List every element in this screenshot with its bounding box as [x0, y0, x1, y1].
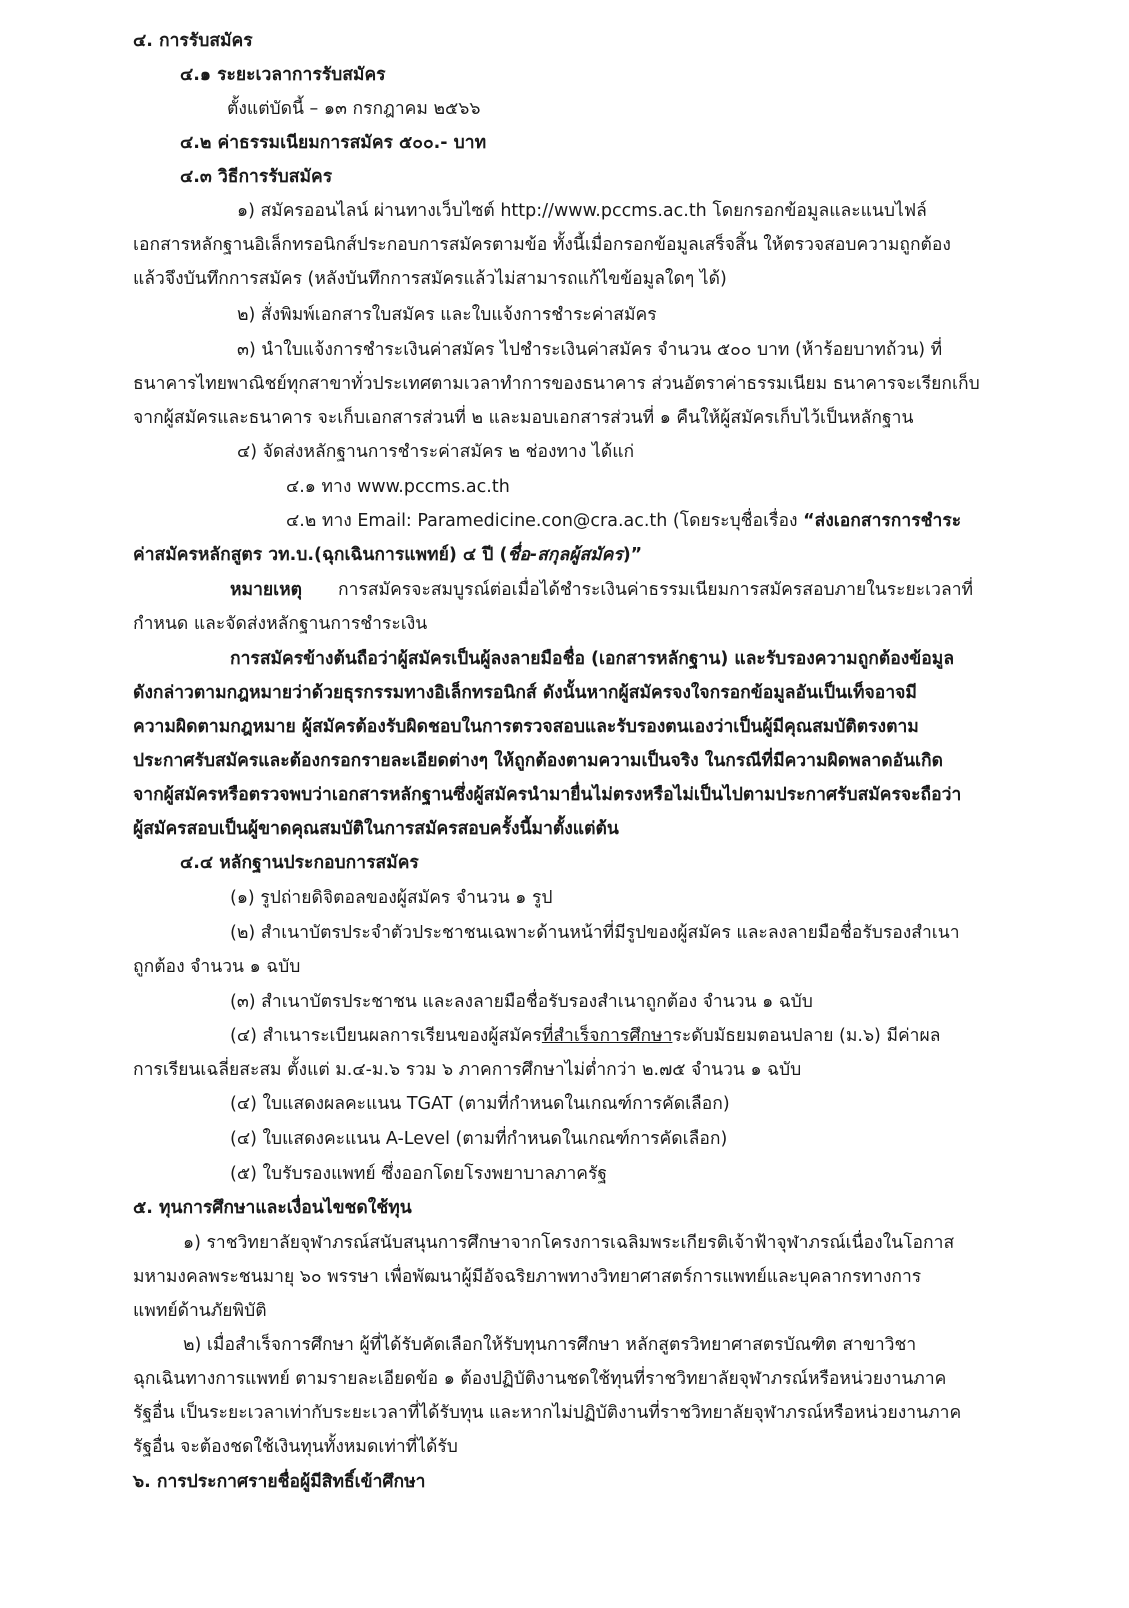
evidence-item-7: (๕) ใบรับรองแพทย์ ซึ่งออกโดยโรงพยาบาลภาครัฐ: [230, 1164, 608, 1184]
section6-title: ๖. การประกาศรายชื่อผู้มีสิทธิ์เข้าศึกษา: [133, 1472, 426, 1492]
step3-line3: จากผู้สมัครและธนาคาร จะเก็บเอกสารส่วนที่ ๒ และมอบเอกสารส่วนที่ ๑ คืนให้ผู้สมัครเก็บไว้เป็นหลักฐาน: [133, 408, 914, 428]
step1-line2: เอกสารหลักฐานอิเล็กทรอนิกส์ประกอบการสมัครตามข้อ ทั้งนี้เมื่อกรอกข้อมูลเสร็จสิ้น ให้ตรวจสอบความถูกต้อง: [133, 235, 951, 255]
section5-p2-line2: ฉุกเฉินทางการแพทย์ ตามรายละเอียดข้อ ๑ ต้องปฏิบัติงานชดใช้ทุนที่ราชวิทยาลัยจุฬาภรณ์หรือหน่วยงานภาค: [133, 1369, 947, 1389]
section5-p2-line3: รัฐอื่น เป็นระยะเวลาเท่ากับระยะเวลาที่ได้รับทุน และหากไม่ปฏิบัติงานที่ราชวิทยาลัยจุฬาภรณ์หรือหน่วยงานภาค: [133, 1403, 962, 1423]
step2: ๒) สั่งพิมพ์เอกสารใบสมัคร และใบแจ้งการชำระค่าสมัคร: [237, 305, 657, 325]
section5-p1-line3: แพทย์ด้านภัยพิบัติ: [133, 1301, 267, 1321]
step4-2-line1: [286, 508, 961, 534]
step4-2-applicant-name: ชื่อ-สกุลผู้สมัคร: [507, 545, 623, 565]
evidence-item-4-line2: การเรียนเฉลี่ยสะสม ตั้งแต่ ม.๔-ม.๖ รวม ๖ ภาคการศึกษาไม่ต่ำกว่า ๒.๗๕ จำนวน ๑ ฉบับ: [133, 1060, 802, 1080]
s41-heading: ๔.๑ ระยะเวลาการรับสมัคร: [180, 65, 386, 85]
evidence-item-6: (๔) ใบแสดงคะแนน A-Level (ตามที่กำหนดในเกณฑ์การคัดเลือก): [230, 1129, 728, 1149]
note-label: หมายเหตุ: [230, 580, 303, 600]
step4-2-line2: [133, 542, 642, 568]
note-line2: กำหนด และจัดส่งหลักฐานการชำระเงิน: [133, 614, 428, 634]
s43-heading: ๔.๓ วิธีการรับสมัคร: [180, 167, 333, 187]
declaration-line4: ประกาศรับสมัครและต้องกรอกรายละเอียดต่างๆ ให้ถูกต้องตามความเป็นจริง ในกรณีที่มีความผิดพลาดอันเกิด: [133, 751, 943, 771]
step4-2-bold2: ค่าสมัครหลักสูตร วท.บ.(ฉุกเฉินการแพทย์) ๔ ปี (: [133, 545, 508, 565]
step1-line3: แล้วจึงบันทึกการสมัคร (หลังบันทึกการสมัครแล้วไม่สามารถแก้ไขข้อมูลใดๆ ได้): [133, 269, 727, 289]
declaration-line2: ดังกล่าวตามกฎหมายว่าด้วยธุรกรรมทางอิเล็กทรอนิกส์ ดังนั้นหากผู้สมัครจงใจกรอกข้อมูลอันเป็นเท็จอาจมี: [133, 683, 917, 703]
s42-heading: ๔.๒ ค่าธรรมเนียมการสมัคร ๕๐๐.- บาท: [180, 133, 487, 153]
section5-p1-line1: ๑) ราชวิทยาลัยจุฬาภรณ์สนับสนุนการศึกษาจากโครงการเฉลิมพระเกียรติเจ้าฟ้าจุฬาภรณ์เนื่องในโอกาส: [183, 1233, 955, 1253]
step4-2-bold1: “ส่งเอกสารการชำระ: [803, 511, 962, 531]
step4: ๔) จัดส่งหลักฐานการชำระค่าสมัคร ๒ ช่องทาง ได้แก่: [237, 442, 635, 462]
section4-title: ๔. การรับสมัคร: [133, 31, 253, 51]
step3-line2: ธนาคารไทยพาณิชย์ทุกสาขาทั่วประเทศตามเวลาทำการของธนาคาร ส่วนอัตราค่าธรรมเนียม ธนาคารจะเรียกเก็บ: [133, 374, 980, 394]
note-text: การสมัครจะสมบูรณ์ต่อเมื่อได้ชำระเงินค่าธรรมเนียมการสมัครสอบภายในระยะเวลาที่: [338, 580, 974, 600]
section5-p2-line1: ๒) เมื่อสำเร็จการศึกษา ผู้ที่ได้รับคัดเลือกให้รับทุนการศึกษา หลักสูตรวิทยาศาสตรบัณฑิต สาขาวิชา: [183, 1335, 917, 1355]
step3-line1: ๓) นำใบแจ้งการชำระเงินค่าสมัคร ไปชำระเงินค่าสมัคร จำนวน ๕๐๐ บาท (ห้าร้อยบาทถ้วน) ที่: [237, 340, 943, 360]
step4-2-bold3: )”: [622, 545, 643, 565]
s41-period: ตั้งแต่บัดนี้ – ๑๓ กรกฎาคม ๒๕๖๖: [227, 99, 481, 119]
declaration-line6: ผู้สมัครสอบเป็นผู้ขาดคุณสมบัติในการสมัครสอบครั้งนี้มาตั้งแต่ต้น: [133, 819, 619, 839]
s44-heading: ๔.๔ หลักฐานประกอบการสมัคร: [180, 853, 419, 873]
evidence-item-3: (๓) สำเนาบัตรประชาชน และลงลายมือชื่อรับรองสำเนาถูกต้อง จำนวน ๑ ฉบับ: [230, 992, 813, 1012]
evidence-item-4-suffix: ระดับมัธยมตอนปลาย (ม.๖) มีค่าผล: [672, 1026, 941, 1046]
section5-p1-line2: มหามงคลพระชนมายุ ๖๐ พรรษา เพื่อพัฒนาผู้มีอัจฉริยภาพทางวิทยาศาสตร์การแพทย์และบุคลากรทางการ: [133, 1267, 922, 1287]
declaration-line1: การสมัครข้างต้นถือว่าผู้สมัครเป็นผู้ลงลายมือชื่อ (เอกสารหลักฐาน) และรับรองความถูกต้องข้อมูล: [230, 649, 955, 669]
step1-line1: ๑) สมัครออนไลน์ ผ่านทางเว็บไซต์ http://www.pccms.ac.th โดยกรอกข้อมูลและแนบไฟล์: [237, 201, 927, 221]
step4-1: ๔.๑ ทาง www.pccms.ac.th: [286, 477, 510, 497]
step4-2-prefix: ๔.๒ ทาง Email: Paramedicine.con@cra.ac.th (โดยระบุชื่อเรื่อง: [286, 511, 804, 531]
evidence-item-4-prefix: (๔) สำเนาระเบียนผลการเรียนของผู้สมัคร: [230, 1026, 542, 1046]
evidence-item-4-line1: [230, 1023, 941, 1049]
evidence-item-5: (๔) ใบแสดงผลคะแนน TGAT (ตามที่กำหนดในเกณฑ์การคัดเลือก): [230, 1094, 730, 1114]
evidence-item-4-underlined: ที่สำเร็จการศึกษา: [541, 1026, 673, 1046]
note-line1: [230, 577, 973, 603]
evidence-item-2-line2: ถูกต้อง จำนวน ๑ ฉบับ: [133, 957, 301, 977]
evidence-item-2-line1: (๒) สำเนาบัตรประจำตัวประชาชนเฉพาะด้านหน้าที่มีรูปของผู้สมัคร และลงลายมือชื่อรับรองสำเนา: [230, 923, 960, 943]
declaration-line3: ความผิดตามกฎหมาย ผู้สมัครต้องรับผิดชอบในการตรวจสอบและรับรองตนเองว่าเป็นผู้มีคุณสมบัติตรงตาม: [133, 717, 919, 737]
declaration-line5: จากผู้สมัครหรือตรวจพบว่าเอกสารหลักฐานซึ่งผู้สมัครนำมายื่นไม่ตรงหรือไม่เป็นไปตามประกาศรับสมัครจะถือว่า: [133, 785, 962, 805]
evidence-item-1: (๑) รูปถ่ายดิจิตอลของผู้สมัคร จำนวน ๑ รูป: [230, 888, 553, 908]
section5-p2-line4: รัฐอื่น จะต้องชดใช้เงินทุนทั้งหมดเท่าที่ได้รับ: [133, 1437, 458, 1457]
section5-title: ๕. ทุนการศึกษาและเงื่อนไขชดใช้ทุน: [133, 1198, 412, 1218]
